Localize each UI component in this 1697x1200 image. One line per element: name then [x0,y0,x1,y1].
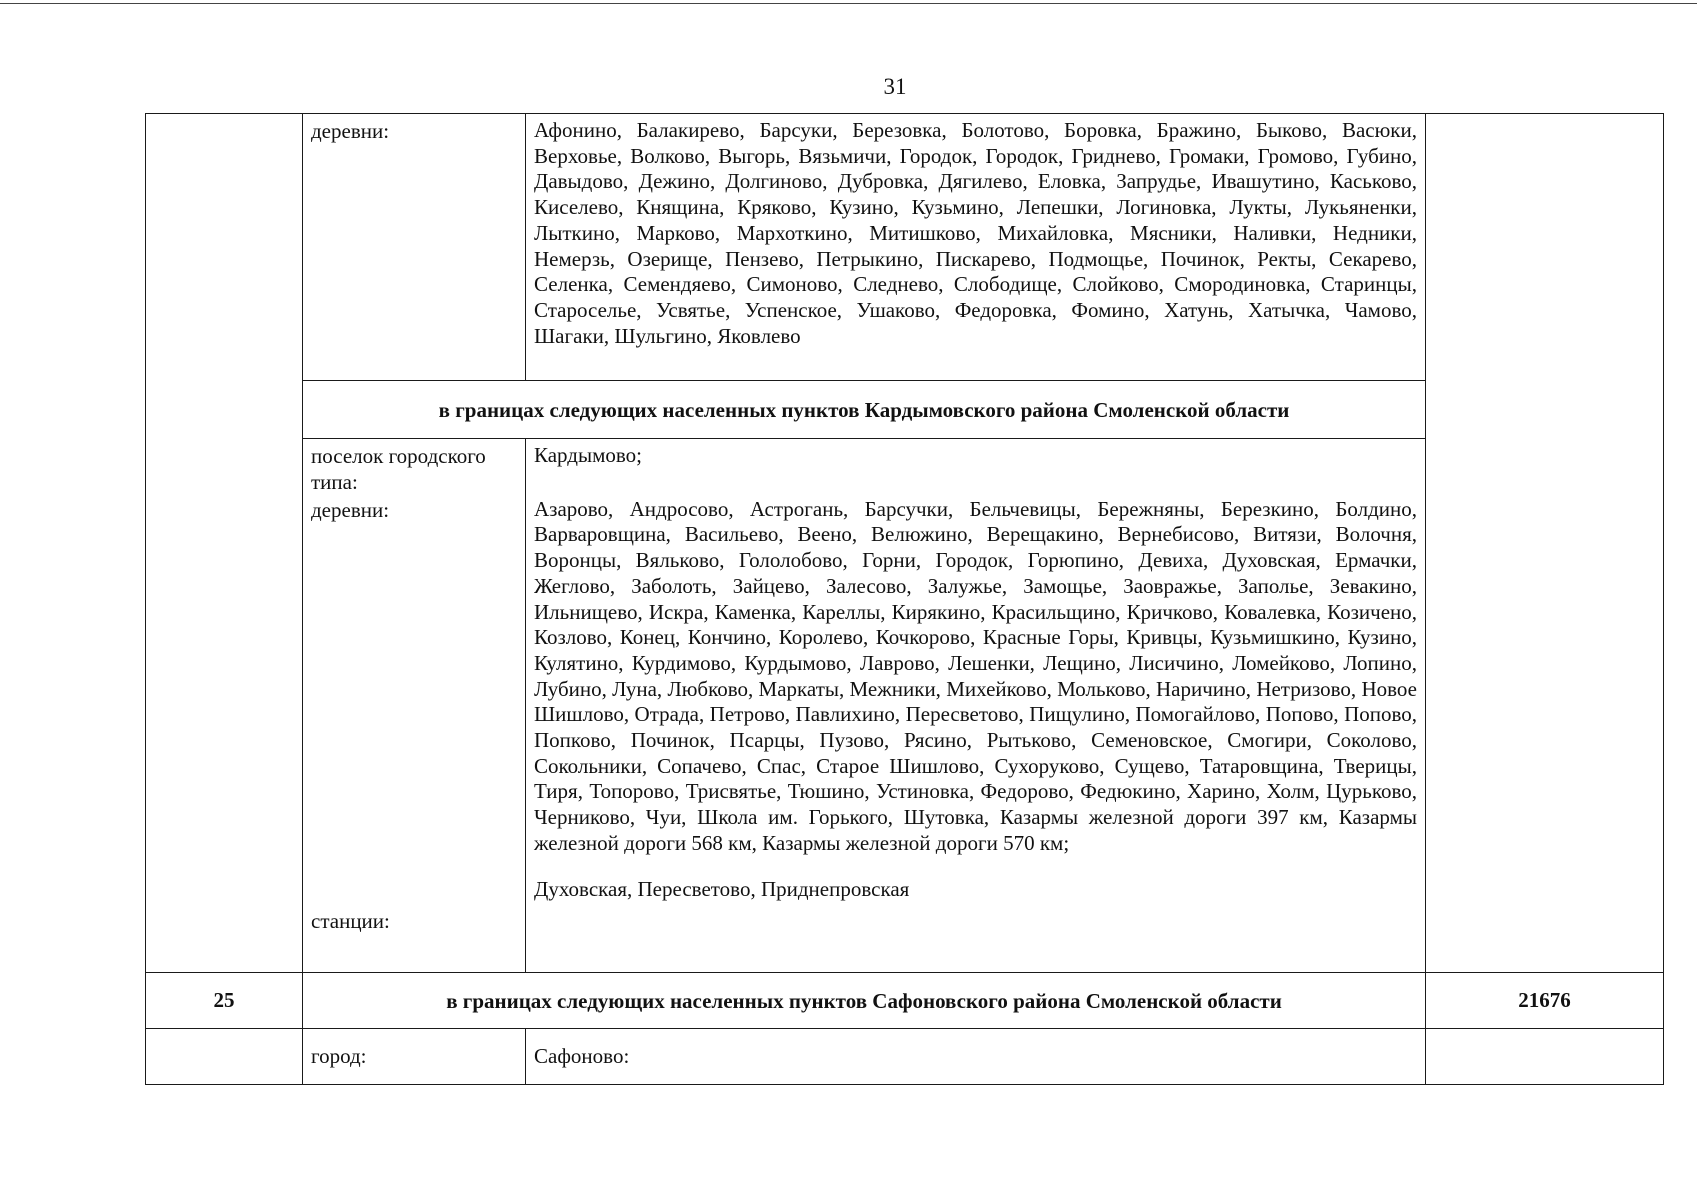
label-city: город: [311,1043,367,1068]
value-cell-empty [1426,114,1664,973]
names-cell [526,439,1426,973]
label-settlement-line1: поселок городского [311,444,486,468]
district-heading-kardymovo [303,381,1426,439]
type-cell [303,114,526,381]
names-cell [526,1029,1426,1085]
district-heading-text: в границах следующих населенных пунктов Сафоновского района Смоленской области [446,989,1282,1014]
label-settlement [311,444,517,470]
label-stations: станции: [311,909,390,934]
row-value: 21676 [1426,973,1664,1029]
district-heading-text: в границах следующих населенных пунктов Кардымовского района Смоленской области [438,398,1290,423]
stations-list: Духовская, Пересветово, Приднепровская [534,876,910,901]
top-rule [0,3,1697,4]
settlement-name: Кардымово; [534,443,642,467]
number-cell-empty [146,114,303,973]
number-cell-empty [146,1029,303,1085]
label-villages: деревни: [311,498,390,523]
page-number: 31 [883,74,907,99]
row-number: 25 [146,973,303,1029]
settlements-table [145,113,1664,1085]
table-row [146,114,1664,381]
table-row [146,1029,1664,1085]
villages-list: Азарово, Андросово, Астрогань, Барсучки, Бельчевицы, Бережняны, Березкино, Болдино, Варваровщина, Васильево, Веено, Велюжино, Верещакино, Вернебисово, Витязи, Волочня, Воронцы, Вяльково, Гололобово, Горни, Городок, Горюпино, Девиха, Духовская, Ермачки, Жеглово, Заболоть, Зайцево, Залесово, Залужье, Замощье, Заовражье, Заполье, Зевакино, Ильнищево, Искра, Каменка, Кареллы, Кирякино, Красильщино, Кричково, Ковалевка, Козичено, Козлово, Конец, Кончино, Королево, Кочкорово, Красные Горы, Кривцы, Кузьмишкино, Кузино, Кулятино, Курдимово, Курдымово, Лаврово, Лешенки, Лещино, Лисичино, Ломейково, Лопино, Лубино, Луна, Любково, Маркаты, Межники, Михейково, Мольково, Наричино, Нетризово, Новое Шишлово, Отрада, Петрово, Павлихино, Пересветово, Пищулино, Помогайлово, Попово, Попово, Попково, Починок, Псарцы, Пузово, Рясино, Рытьково, Семеновское, Смогири, Соколово, Сокольники, Сопачево, Спас, Старое Шишлово, Сухоруково, Сущево, Татаровщина, Тверицы, Тиря, Топорово, Трисвятье, Тюшино, Устиновка, Федорово, Федюкино, Харино, Холм, Цурьково, Черниково, Чуи, Школа им. Горького, Шутовка, Казармы железной дороги 397 км, Казармы железной дороги 568 км, Казармы железной дороги 570 км; [534,496,1417,855]
district-heading-safonovo [303,973,1426,1029]
label-settlement-line2: типа: [311,469,358,494]
type-cell [303,439,526,973]
label-villages: деревни: [311,119,390,143]
value-cell-empty [1426,1029,1664,1085]
names-cell [526,114,1426,381]
table-row [146,973,1664,1029]
villages-list: Афонино, Балакирево, Барсуки, Березовка, Болотово, Боровка, Бражино, Быково, Васюки, Верховье, Волково, Выгорь, Вязьмичи, Городок, Городок, Гриднево, Громаки, Громово, Губино, Давыдово, Дежино, Долгиново, Дубровка, Дягилево, Еловка, Запрудье, Ивашутино, Каськово, Киселево, Княщина, Кряково, Кузино, Кузьмино, Лепешки, Логиновка, Лукты, Лукьяненки, Лыткино, Марково, Мархоткино, Митишково, Михайловка, Мясники, Наливки, Недники, Немерзь, Озерище, Пензево, Петрыкино, Пискарево, Подмощье, Починок, Ректы, Секарево, Селенка, Семендяево, Симоново, Следнево, Слободище, Слойково, Смородиновка, Старинцы, Староселье, Усвятье, Успенское, Ушаково, Федоровка, Фомино, Хатунь, Хатычка, Чамово, Шагаки, Шульгино, Яковлево [534,118,1417,348]
type-cell [303,1029,526,1085]
city-name: Сафоново: [534,1043,630,1068]
